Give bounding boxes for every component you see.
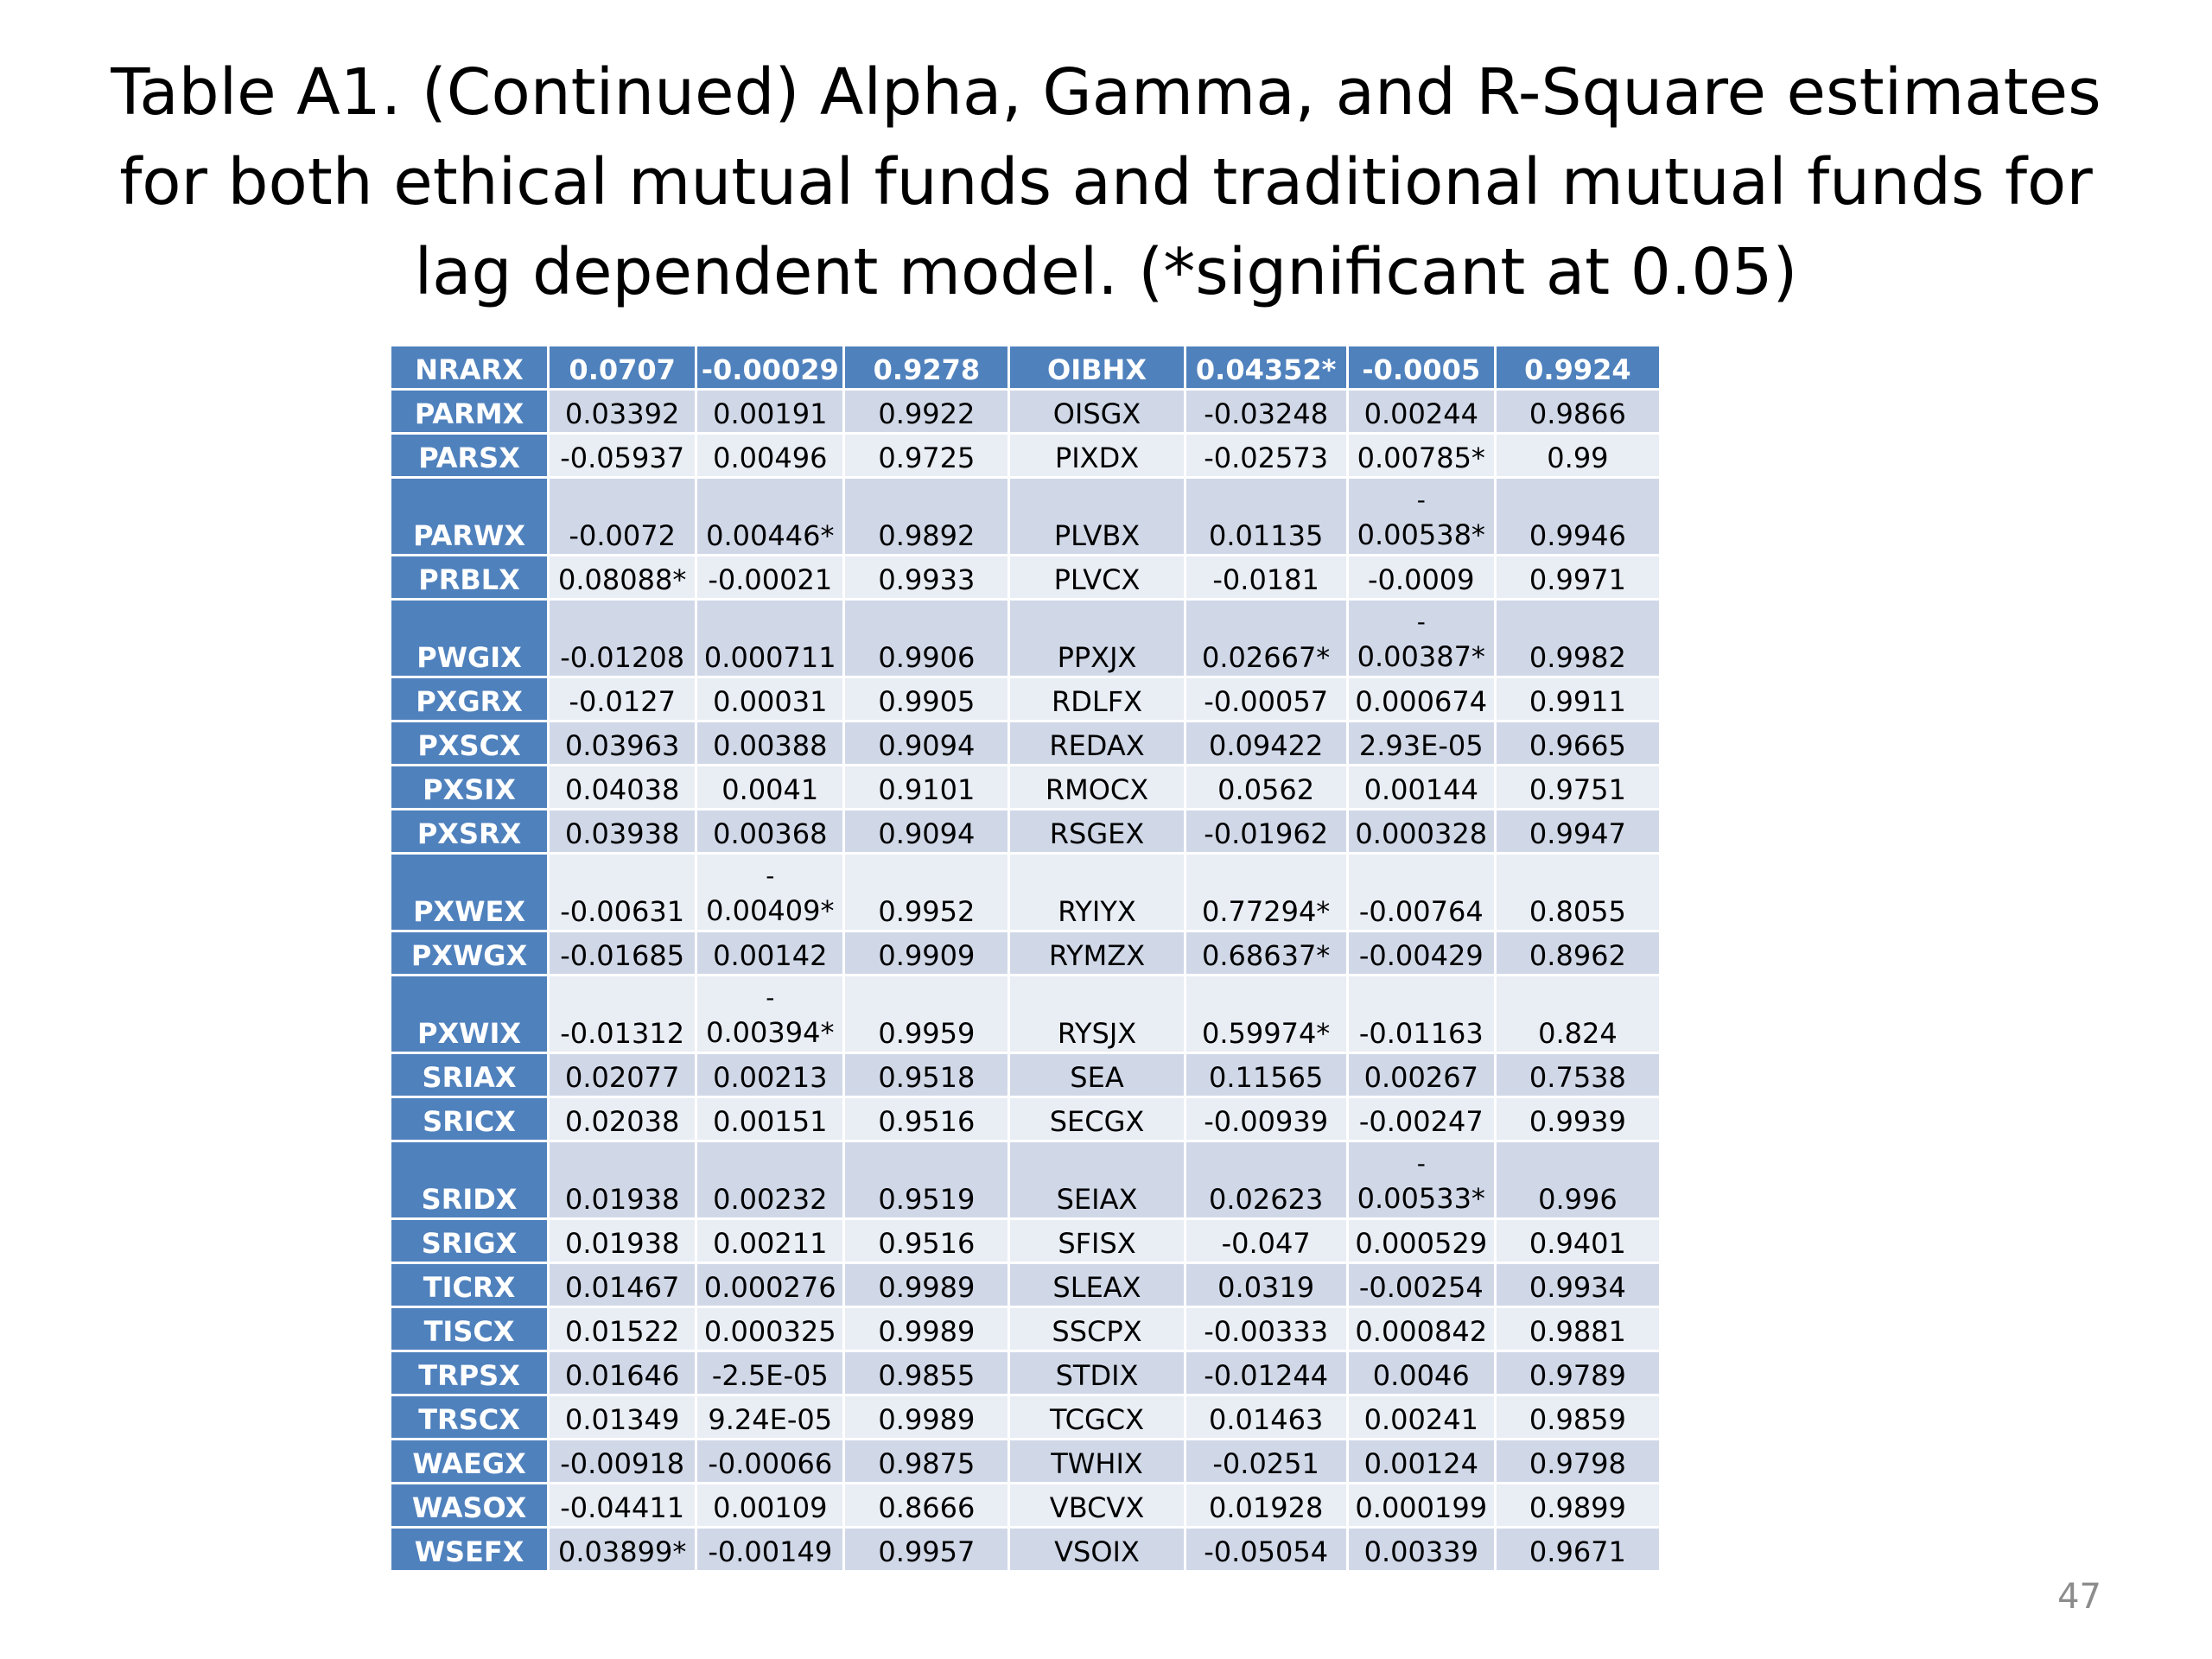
value-cell: -0.04411 [550, 1484, 695, 1526]
fund-ticker-cell: WSEFX [391, 1529, 547, 1570]
slide-title [0, 48, 2212, 317]
fund-ticker-cell: RYMZX [1010, 932, 1183, 974]
value-cell: 0.9401 [1497, 1220, 1659, 1262]
value-cell: -0.00057 [1186, 678, 1346, 720]
value-cell: 0.9952 [845, 855, 1007, 930]
value-cell: -0.00429 [1349, 932, 1494, 974]
value-cell: 0.0046 [1349, 1352, 1494, 1394]
value-cell: -0.00254 [1349, 1264, 1494, 1306]
value-cell: -0.00247 [1349, 1098, 1494, 1140]
wrapped-minus-sign: - [1416, 1149, 1426, 1178]
value-cell: 0.9518 [845, 1054, 1007, 1096]
fund-ticker-cell: PLVBX [1010, 479, 1183, 554]
fund-ticker-cell: REDAX [1010, 722, 1183, 764]
value-cell: 0.00446* [697, 479, 842, 554]
value-cell [1349, 479, 1494, 554]
fund-ticker-cell: SSCPX [1010, 1308, 1183, 1350]
fund-ticker-cell: SFISX [1010, 1220, 1183, 1262]
value-cell: 0.7538 [1497, 1054, 1659, 1096]
value-cell: 0.01463 [1186, 1396, 1346, 1438]
value-cell: 0.9892 [845, 479, 1007, 554]
value-cell: 0.00388 [697, 722, 842, 764]
value-cell: 0.9922 [845, 391, 1007, 432]
value-cell: 0.9934 [1497, 1264, 1659, 1306]
fund-ticker-cell: VSOIX [1010, 1529, 1183, 1570]
wrapped-value: 0.00533* [1357, 1182, 1485, 1215]
wrapped-minus-sign: - [766, 983, 775, 1012]
value-cell [1349, 1142, 1494, 1217]
value-cell: 0.59974* [1186, 976, 1346, 1052]
value-cell: 0.9278 [845, 346, 1007, 388]
value-cell: 0.9989 [845, 1264, 1007, 1306]
table-row [391, 810, 1659, 852]
value-cell: 0.000529 [1349, 1220, 1494, 1262]
value-cell: 0.996 [1497, 1142, 1659, 1217]
value-cell: -0.0181 [1186, 556, 1346, 598]
value-cell [697, 976, 842, 1052]
value-cell: -0.05054 [1186, 1529, 1346, 1570]
value-cell: 0.00244 [1349, 391, 1494, 432]
value-cell: -0.01163 [1349, 976, 1494, 1052]
fund-ticker-cell: SRIDX [391, 1142, 547, 1217]
fund-ticker-cell: SRIGX [391, 1220, 547, 1262]
table-body [391, 346, 1659, 1570]
fund-ticker-cell: TCGCX [1010, 1396, 1183, 1438]
table-row [391, 1098, 1659, 1140]
fund-ticker-cell: PARMX [391, 391, 547, 432]
value-cell: -0.0072 [550, 479, 695, 554]
value-cell: -0.03248 [1186, 391, 1346, 432]
value-cell: 0.03899* [550, 1529, 695, 1570]
value-cell: 0.04038 [550, 766, 695, 808]
value-cell: 0.00267 [1349, 1054, 1494, 1096]
value-cell: 0.02038 [550, 1098, 695, 1140]
value-cell: 0.000325 [697, 1308, 842, 1350]
fund-ticker-cell: RMOCX [1010, 766, 1183, 808]
value-cell: 0.00211 [697, 1220, 842, 1262]
table-row [391, 1484, 1659, 1526]
fund-ticker-cell: PPXJX [1010, 601, 1183, 676]
table-row [391, 855, 1659, 930]
value-cell: 0.9957 [845, 1529, 1007, 1570]
fund-ticker-cell: PXWIX [391, 976, 547, 1052]
value-cell: 0.000328 [1349, 810, 1494, 852]
value-cell: -0.00764 [1349, 855, 1494, 930]
value-cell: 0.9971 [1497, 556, 1659, 598]
wrapped-minus-sign: - [766, 861, 775, 890]
value-cell: -0.00021 [697, 556, 842, 598]
value-cell: 0.9905 [845, 678, 1007, 720]
value-cell: 0.9516 [845, 1220, 1007, 1262]
fund-ticker-cell: PXSIX [391, 766, 547, 808]
value-cell: 0.00142 [697, 932, 842, 974]
value-cell: 0.00109 [697, 1484, 842, 1526]
value-cell: 0.9924 [1497, 346, 1659, 388]
value-cell: 0.000276 [697, 1264, 842, 1306]
value-cell: 0.9875 [845, 1440, 1007, 1482]
value-cell: -0.01685 [550, 932, 695, 974]
wrapped-value: 0.00538* [1357, 518, 1485, 551]
value-cell: 0.00031 [697, 678, 842, 720]
table-row [391, 435, 1659, 476]
value-cell: 0.00144 [1349, 766, 1494, 808]
value-cell [1349, 601, 1494, 676]
value-cell: 0.01646 [550, 1352, 695, 1394]
value-cell: 0.04352* [1186, 346, 1346, 388]
value-cell: 0.9939 [1497, 1098, 1659, 1140]
value-cell: 0.01135 [1186, 479, 1346, 554]
value-cell: 0.77294* [1186, 855, 1346, 930]
value-cell: 0.01938 [550, 1142, 695, 1217]
value-cell: -0.0009 [1349, 556, 1494, 598]
wrapped-minus-sign: - [1416, 607, 1426, 636]
value-cell: 0.99 [1497, 435, 1659, 476]
table-row [391, 601, 1659, 676]
value-cell: 0.9094 [845, 722, 1007, 764]
wrapped-value: 0.00409* [706, 894, 835, 927]
value-cell: 0.000842 [1349, 1308, 1494, 1350]
wrapped-value: 0.00394* [706, 1016, 835, 1049]
value-cell: 0.0562 [1186, 766, 1346, 808]
fund-ticker-cell: TISCX [391, 1308, 547, 1350]
value-cell: 0.01467 [550, 1264, 695, 1306]
table-row [391, 391, 1659, 432]
table-row [391, 556, 1659, 598]
value-cell: 0.9519 [845, 1142, 1007, 1217]
fund-ticker-cell: SLEAX [1010, 1264, 1183, 1306]
value-cell: -0.0251 [1186, 1440, 1346, 1482]
value-cell: 0.9789 [1497, 1352, 1659, 1394]
value-cell: 0.02667* [1186, 601, 1346, 676]
table-row [391, 932, 1659, 974]
value-cell: 0.03963 [550, 722, 695, 764]
table-row [391, 1220, 1659, 1262]
value-cell: 0.01938 [550, 1220, 695, 1262]
table-row [391, 678, 1659, 720]
fund-ticker-cell: PXWEX [391, 855, 547, 930]
value-cell: -0.00631 [550, 855, 695, 930]
value-cell: 0.0319 [1186, 1264, 1346, 1306]
value-cell: -0.05937 [550, 435, 695, 476]
value-cell: 0.824 [1497, 976, 1659, 1052]
value-cell: 0.000674 [1349, 678, 1494, 720]
value-cell: 0.01349 [550, 1396, 695, 1438]
value-cell: 0.00368 [697, 810, 842, 852]
value-cell: 0.9959 [845, 976, 1007, 1052]
table-row [391, 1054, 1659, 1096]
table-row [391, 1142, 1659, 1217]
fund-ticker-cell: SRICX [391, 1098, 547, 1140]
value-cell: 0.00232 [697, 1142, 842, 1217]
value-cell: 0.9866 [1497, 391, 1659, 432]
value-cell: 0.9094 [845, 810, 1007, 852]
value-cell: -0.01244 [1186, 1352, 1346, 1394]
value-cell: 0.00124 [1349, 1440, 1494, 1482]
value-cell: 9.24E-05 [697, 1396, 842, 1438]
fund-ticker-cell: PXSRX [391, 810, 547, 852]
value-cell: 0.000711 [697, 601, 842, 676]
title-line-3: lag dependent model. (*significant at 0.05) [414, 235, 1798, 309]
fund-ticker-cell: PIXDX [1010, 435, 1183, 476]
value-cell: 0.9855 [845, 1352, 1007, 1394]
table-row [391, 1352, 1659, 1394]
value-cell: 0.9798 [1497, 1440, 1659, 1482]
value-cell: 0.9946 [1497, 479, 1659, 554]
fund-ticker-cell: SRIAX [391, 1054, 547, 1096]
value-cell: 0.8962 [1497, 932, 1659, 974]
value-cell: 0.9881 [1497, 1308, 1659, 1350]
table-row [391, 722, 1659, 764]
fund-ticker-cell: NRARX [391, 346, 547, 388]
value-cell: 0.03392 [550, 391, 695, 432]
value-cell: -2.5E-05 [697, 1352, 842, 1394]
table-row [391, 479, 1659, 554]
value-cell: -0.00939 [1186, 1098, 1346, 1140]
fund-ticker-cell: RYIYX [1010, 855, 1183, 930]
fund-ticker-cell: OIBHX [1010, 346, 1183, 388]
fund-ticker-cell: TRSCX [391, 1396, 547, 1438]
value-cell: -0.00066 [697, 1440, 842, 1482]
estimates-table [389, 344, 1662, 1573]
fund-ticker-cell: PXGRX [391, 678, 547, 720]
fund-ticker-cell: SEIAX [1010, 1142, 1183, 1217]
value-cell: -0.0005 [1349, 346, 1494, 388]
value-cell: 0.09422 [1186, 722, 1346, 764]
value-cell: 0.000199 [1349, 1484, 1494, 1526]
value-cell: 0.00241 [1349, 1396, 1494, 1438]
value-cell: 0.9859 [1497, 1396, 1659, 1438]
value-cell: 0.02623 [1186, 1142, 1346, 1217]
fund-ticker-cell: TICRX [391, 1264, 547, 1306]
value-cell: 0.9982 [1497, 601, 1659, 676]
value-cell: 0.9906 [845, 601, 1007, 676]
table-row [391, 766, 1659, 808]
value-cell: -0.00918 [550, 1440, 695, 1482]
page-number: 47 [2057, 1577, 2101, 1617]
value-cell: 0.9989 [845, 1396, 1007, 1438]
fund-ticker-cell: TRPSX [391, 1352, 547, 1394]
value-cell: 0.8666 [845, 1484, 1007, 1526]
value-cell: 0.9933 [845, 556, 1007, 598]
table-row [391, 1308, 1659, 1350]
value-cell: 0.68637* [1186, 932, 1346, 974]
wrapped-value: 0.00387* [1357, 640, 1485, 673]
value-cell: 0.0707 [550, 346, 695, 388]
value-cell: 0.03938 [550, 810, 695, 852]
value-cell: -0.047 [1186, 1220, 1346, 1262]
value-cell: 0.9516 [845, 1098, 1007, 1140]
value-cell: 0.8055 [1497, 855, 1659, 930]
value-cell: 0.11565 [1186, 1054, 1346, 1096]
value-cell: -0.00029 [697, 346, 842, 388]
table-row [391, 1440, 1659, 1482]
fund-ticker-cell: PXSCX [391, 722, 547, 764]
value-cell: 0.01928 [1186, 1484, 1346, 1526]
fund-ticker-cell: PLVCX [1010, 556, 1183, 598]
value-cell: 2.93E-05 [1349, 722, 1494, 764]
fund-ticker-cell: WAEGX [391, 1440, 547, 1482]
value-cell: 0.9725 [845, 435, 1007, 476]
table-row [391, 1529, 1659, 1570]
value-cell: -0.00333 [1186, 1308, 1346, 1350]
fund-ticker-cell: PARSX [391, 435, 547, 476]
value-cell: 0.00213 [697, 1054, 842, 1096]
value-cell: 0.9909 [845, 932, 1007, 974]
value-cell: 0.00191 [697, 391, 842, 432]
value-cell: -0.01208 [550, 601, 695, 676]
fund-ticker-cell: TWHIX [1010, 1440, 1183, 1482]
value-cell: 0.9899 [1497, 1484, 1659, 1526]
title-line-1: Table A1. (Continued) Alpha, Gamma, and R-Square estimates [111, 55, 2101, 130]
value-cell: 0.00151 [697, 1098, 842, 1140]
value-cell: 0.9911 [1497, 678, 1659, 720]
fund-ticker-cell: STDIX [1010, 1352, 1183, 1394]
fund-ticker-cell: OISGX [1010, 391, 1183, 432]
fund-ticker-cell: WASOX [391, 1484, 547, 1526]
value-cell: -0.0127 [550, 678, 695, 720]
value-cell: -0.01962 [1186, 810, 1346, 852]
value-cell: 0.08088* [550, 556, 695, 598]
fund-ticker-cell: VBCVX [1010, 1484, 1183, 1526]
fund-ticker-cell: SEA [1010, 1054, 1183, 1096]
value-cell: 0.9101 [845, 766, 1007, 808]
value-cell: 0.01522 [550, 1308, 695, 1350]
value-cell: 0.00496 [697, 435, 842, 476]
fund-ticker-cell: RSGEX [1010, 810, 1183, 852]
value-cell: -0.00149 [697, 1529, 842, 1570]
value-cell: -0.01312 [550, 976, 695, 1052]
fund-ticker-cell: PXWGX [391, 932, 547, 974]
table-row [391, 976, 1659, 1052]
fund-ticker-cell: SECGX [1010, 1098, 1183, 1140]
value-cell: 0.0041 [697, 766, 842, 808]
value-cell: 0.00339 [1349, 1529, 1494, 1570]
table-row [391, 346, 1659, 388]
value-cell: 0.00785* [1349, 435, 1494, 476]
value-cell: 0.9751 [1497, 766, 1659, 808]
fund-ticker-cell: RYSJX [1010, 976, 1183, 1052]
value-cell: -0.02573 [1186, 435, 1346, 476]
table-row [391, 1396, 1659, 1438]
fund-ticker-cell: RDLFX [1010, 678, 1183, 720]
table-row [391, 1264, 1659, 1306]
value-cell: 0.9989 [845, 1308, 1007, 1350]
fund-ticker-cell: PRBLX [391, 556, 547, 598]
value-cell [697, 855, 842, 930]
title-line-2: for both ethical mutual funds and traditional mutual funds for [119, 145, 2093, 219]
value-cell: 0.02077 [550, 1054, 695, 1096]
wrapped-minus-sign: - [1416, 486, 1426, 514]
fund-ticker-cell: PARWX [391, 479, 547, 554]
value-cell: 0.9665 [1497, 722, 1659, 764]
value-cell: 0.9947 [1497, 810, 1659, 852]
value-cell: 0.9671 [1497, 1529, 1659, 1570]
fund-ticker-cell: PWGIX [391, 601, 547, 676]
